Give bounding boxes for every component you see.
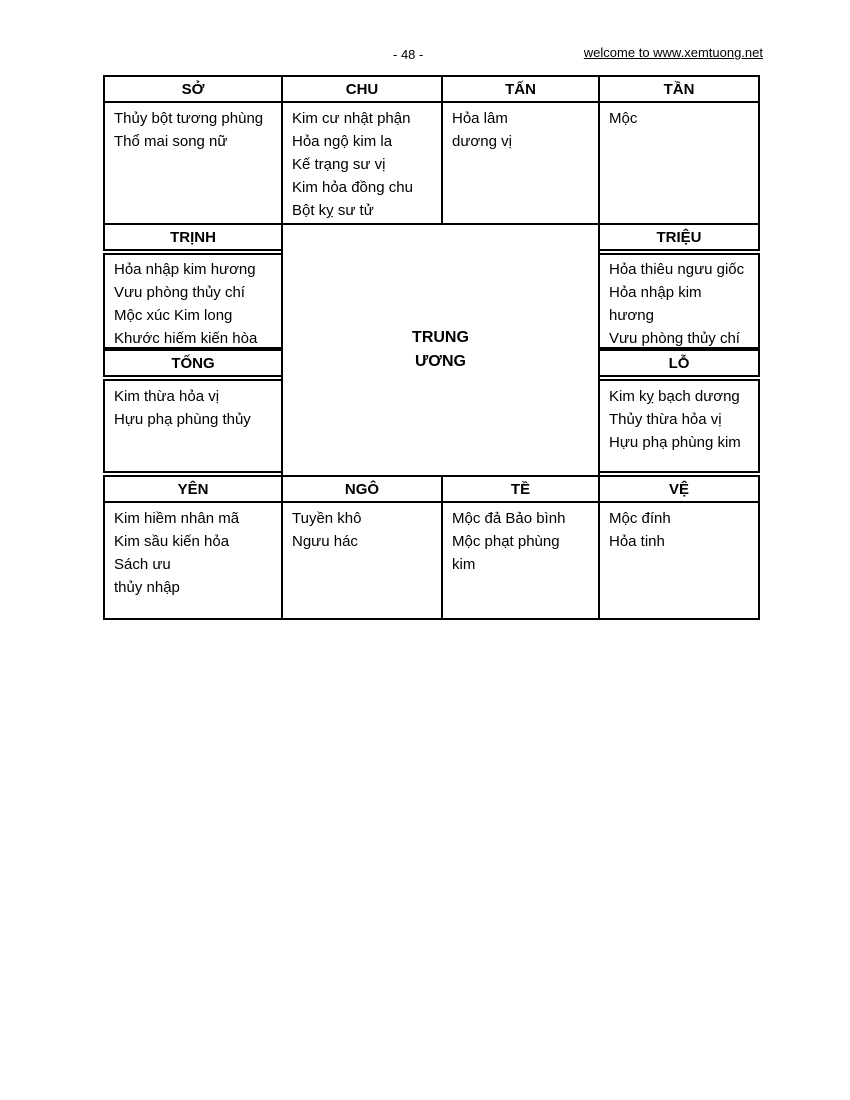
- cell-lo: Kim kỵ bạch dương Thủy thừa hỏa vị Hựu phạ phùng kim: [598, 379, 760, 473]
- header-trinh: TRỊNH: [103, 223, 283, 251]
- header-tan-sac: TẤN: [441, 75, 600, 103]
- header-so: SỞ: [103, 75, 283, 103]
- cell-tong: Kim thừa hỏa vị Hựu phạ phùng thủy: [103, 379, 283, 473]
- cell-tan-sac: Hỏa lâm dương vị: [441, 101, 600, 225]
- website-link[interactable]: welcome to www.xemtuong.net: [583, 45, 763, 60]
- cell-yen: Kim hiềm nhân mã Kim sầu kiến hỏa Sách ưu thủy nhập: [103, 501, 283, 620]
- header-te: TỀ: [441, 475, 600, 503]
- header-chu: CHU: [281, 75, 443, 103]
- page-number: - 48 -: [393, 47, 424, 62]
- header-lo: LỖ: [598, 349, 760, 377]
- header-yen: YÊN: [103, 475, 283, 503]
- cell-te: Mộc đả Bảo bình Mộc phạt phùng kim: [441, 501, 600, 620]
- cell-so: Thủy bột tương phùng Thổ mai song nữ: [103, 101, 283, 225]
- cell-trinh: Hỏa nhập kim hương Vưu phòng thủy chí Mộc xúc Kim long Khước hiếm kiến hòa: [103, 253, 283, 349]
- cell-ngo: Tuyền khô Ngưu hác: [281, 501, 443, 620]
- header-ngo: NGÔ: [281, 475, 443, 503]
- cell-ve: Mộc đính Hỏa tinh: [598, 501, 760, 620]
- cell-trieu: Hỏa thiêu ngưu giốc Hỏa nhập kim hương Vưu phòng thủy chí: [598, 253, 760, 349]
- nine-region-table: [103, 75, 760, 620]
- header-trieu: TRIỆU: [598, 223, 760, 251]
- header-tong: TỐNG: [103, 349, 283, 377]
- header-tan-huyen: TẦN: [598, 75, 760, 103]
- header-ve: VỆ: [598, 475, 760, 503]
- cell-chu: Kim cư nhật phận Hỏa ngộ kim la Kế trạng sư vị Kim hỏa đồng chu Bột kỵ sư tử: [281, 101, 443, 225]
- cell-tan-huyen: Mộc: [598, 101, 760, 225]
- cell-trung-uong: TRUNG ƯƠNG: [281, 223, 600, 477]
